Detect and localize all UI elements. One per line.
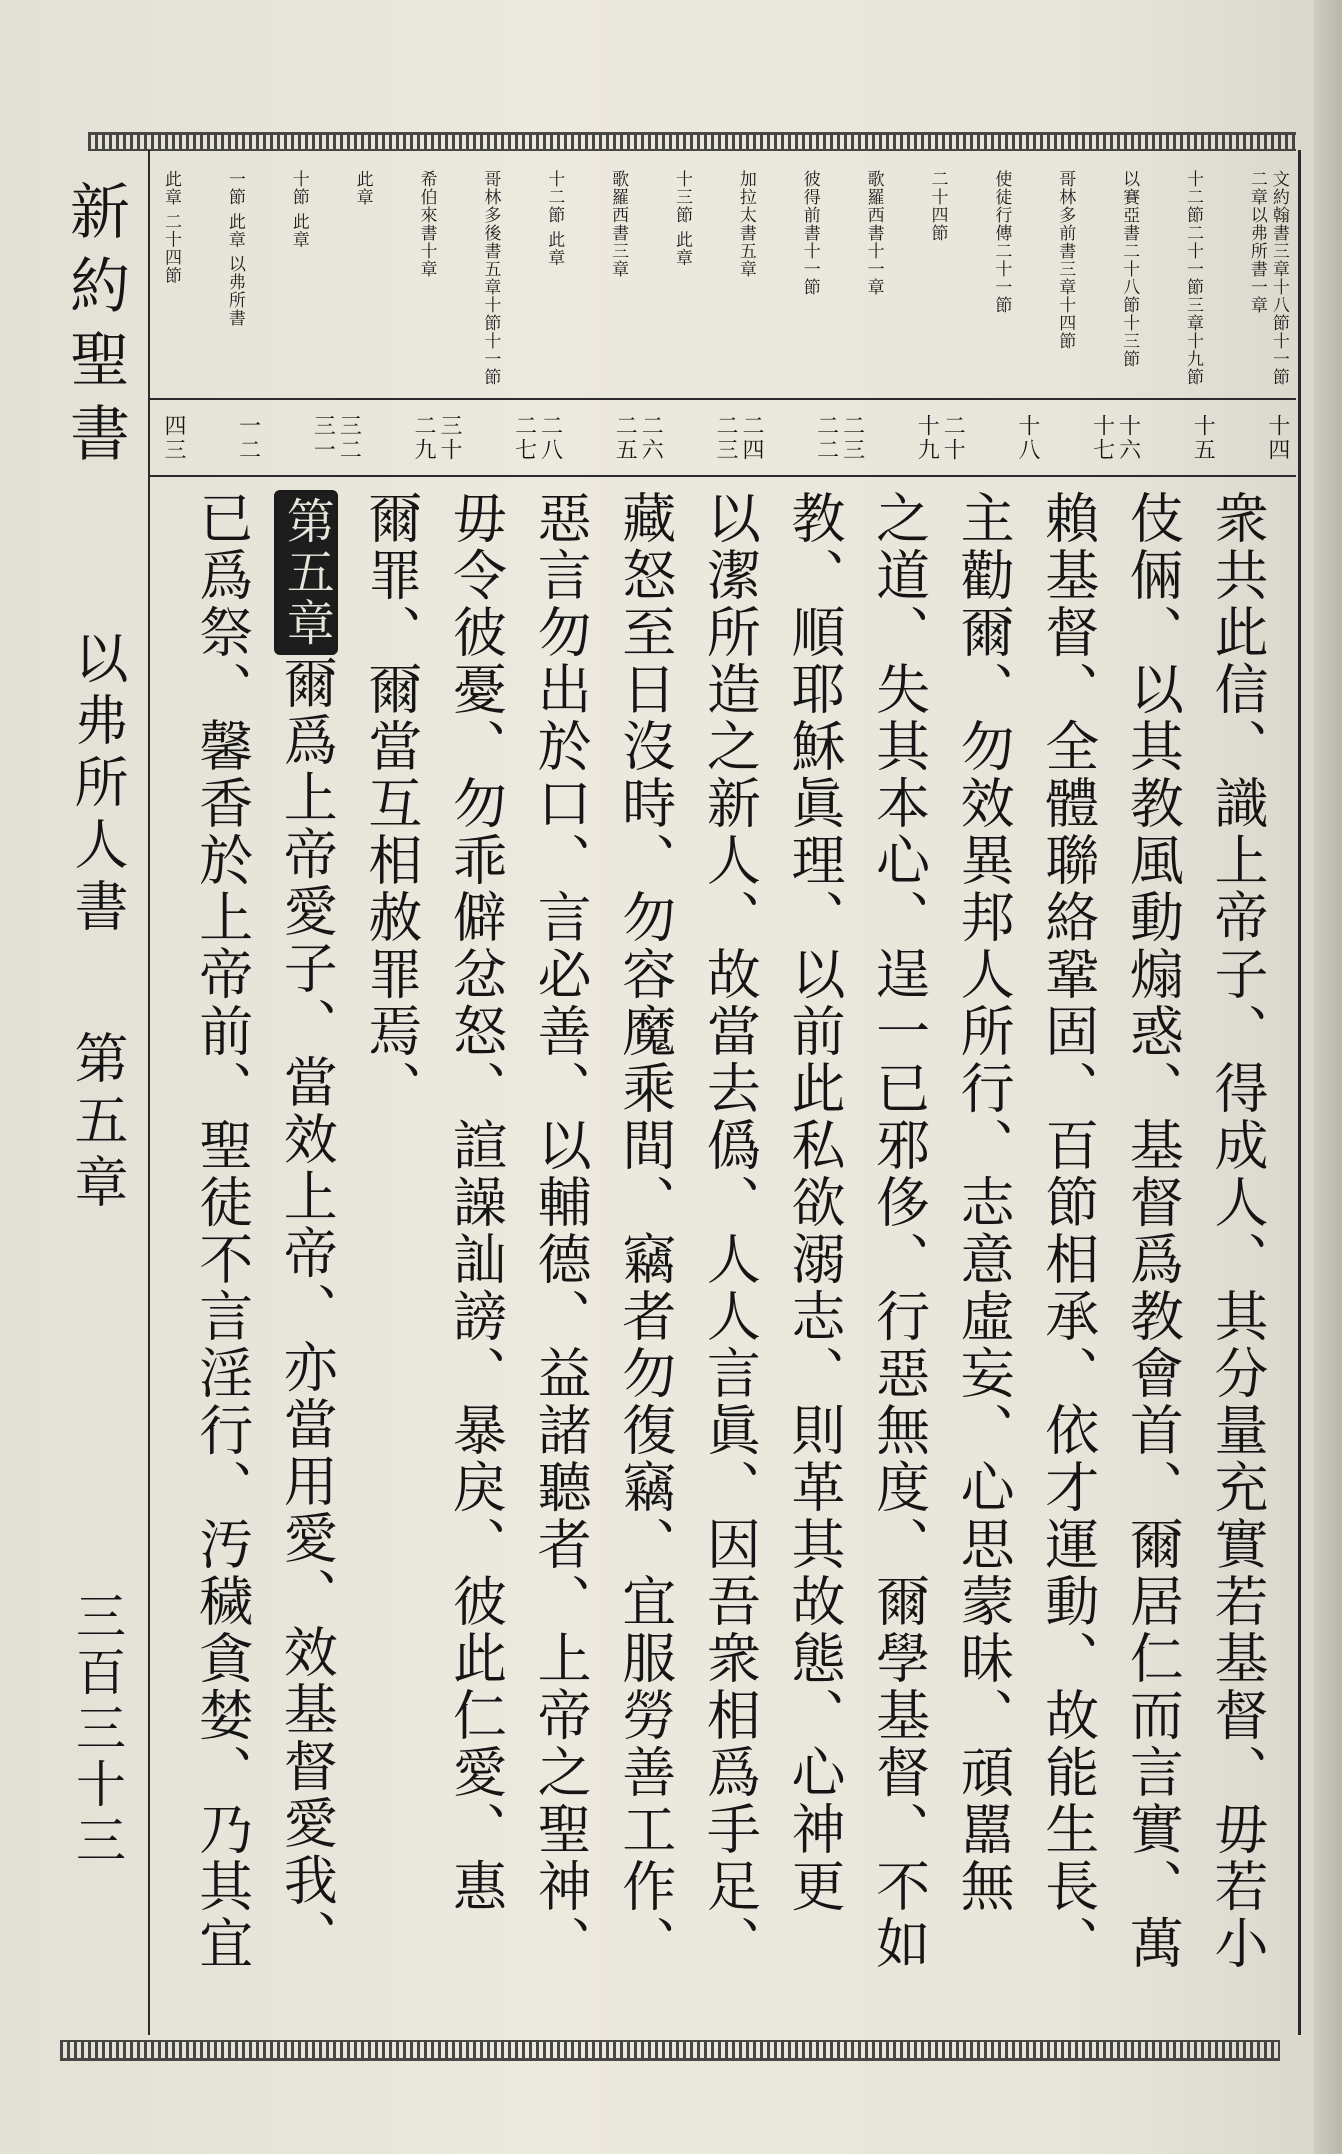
verse-number: 二八二七: [511, 414, 563, 462]
text-line: 衆共此信、識上帝子、得成人、其分量充實若基督、毋若小: [1206, 490, 1269, 1972]
note: 哥林多前書三章十四節: [1055, 170, 1076, 350]
verse-number: 四三: [161, 414, 186, 462]
chapter-heading: 第五章: [66, 1030, 129, 1216]
text-line: 藏怒至日沒時、勿容魔乘間、竊者勿復竊、宜服勞善工作、: [613, 490, 677, 1972]
note: 十三節 此章: [672, 170, 692, 267]
note: 此章: [352, 170, 373, 206]
verse-number: 二三二二: [813, 414, 865, 462]
verse-number-row: [160, 405, 1290, 471]
text-line: 以潔所造之新人、故當去僞、人人言眞、因吾衆相爲手足、: [698, 490, 762, 1972]
note: 歌羅西書三章: [608, 170, 629, 278]
note: 一節 此章 以弗所書: [224, 170, 245, 327]
verse-number: 十六十七: [1089, 414, 1141, 462]
note: 彼得前書十一節: [799, 170, 820, 296]
text-line: 主勸爾、勿效異邦人所行、志意虛妄、心思蒙昧、頑嚚無: [952, 490, 1016, 1915]
text-line: 毋令彼憂、勿乖僻忿怒、諠譟訕謗、暴戾、彼此仁愛、惠: [444, 490, 508, 1915]
text-line: 爾罪、爾當互相赦罪焉、: [359, 490, 423, 1117]
cross-reference-notes: [160, 170, 1290, 392]
verse-number: 三二三一: [310, 414, 362, 462]
verse-number: 十四: [1264, 414, 1290, 462]
note: 歌羅西書十一章: [863, 170, 884, 296]
bottom-ornamental-border: [60, 2040, 1280, 2061]
chapter-badge: 第五章: [274, 490, 338, 655]
note: 使徒行傳二十一節: [991, 170, 1012, 314]
book-spine-shadow: [1314, 0, 1342, 2154]
note: 二十四節: [927, 170, 948, 242]
note: 加拉太書五章: [735, 170, 756, 278]
note: 以賽亞書二十八節十三節: [1119, 170, 1140, 368]
text-line: 伎倆、以其教風動煽惑、基督爲教會首、爾居仁而言實、萬: [1121, 490, 1185, 1972]
verse-number: 三十二九: [410, 414, 462, 462]
note: 哥林多後書五章十節十一節: [480, 170, 501, 386]
note: 十二節二十一節三章十九節: [1183, 170, 1203, 386]
verse-number: 十五: [1190, 414, 1216, 462]
text-line: 賴基督、全體聯絡鞏固、百節相承、依才運動、故能生長、: [1036, 490, 1100, 1972]
verse-number: 二十十九: [914, 414, 966, 462]
verse-number: 二六二五: [612, 414, 664, 462]
page-number: 三百三十三: [68, 1590, 126, 1870]
verse-number: 二四二三: [712, 414, 764, 462]
verse-number: 一二: [235, 414, 261, 462]
notes-divider: [148, 398, 1296, 400]
verse-number-divider: [148, 475, 1296, 477]
note: 希伯來書十章: [416, 170, 437, 278]
note: 此章 二十四節: [161, 170, 181, 285]
book-name: 以弗所人書: [66, 630, 129, 940]
note: 十二節 此章: [544, 170, 565, 267]
top-ornamental-border: [88, 132, 1296, 151]
text-line: 已爲祭、馨香於上帝前、聖徒不言淫行、汚穢貪婪、乃其宜: [190, 490, 254, 1972]
text-line-chapter-start: [265, 490, 350, 2020]
note: 十節 此章: [288, 170, 309, 249]
verse-number: 十八: [1014, 414, 1040, 462]
main-text: [180, 490, 1280, 2030]
text-line: 教、順耶穌眞理、以前此私欲溺志、則革其故態、心神更: [782, 490, 846, 1915]
note: 文約翰書三章十八節十一節二章以弗所書一章: [1246, 170, 1289, 386]
text-line: 惡言勿出於口、言必善、以輔德、益諸聽者、上帝之聖神、: [529, 490, 593, 1972]
running-title: 新約聖書: [60, 180, 130, 476]
text-line: 之道、失其本心、逞一已邪侈、行惡無度、爾學基督、不如: [867, 490, 931, 1972]
text-line-content: 爾爲上帝愛子、當效上帝、亦當用愛、效基督愛我、: [275, 655, 339, 1966]
